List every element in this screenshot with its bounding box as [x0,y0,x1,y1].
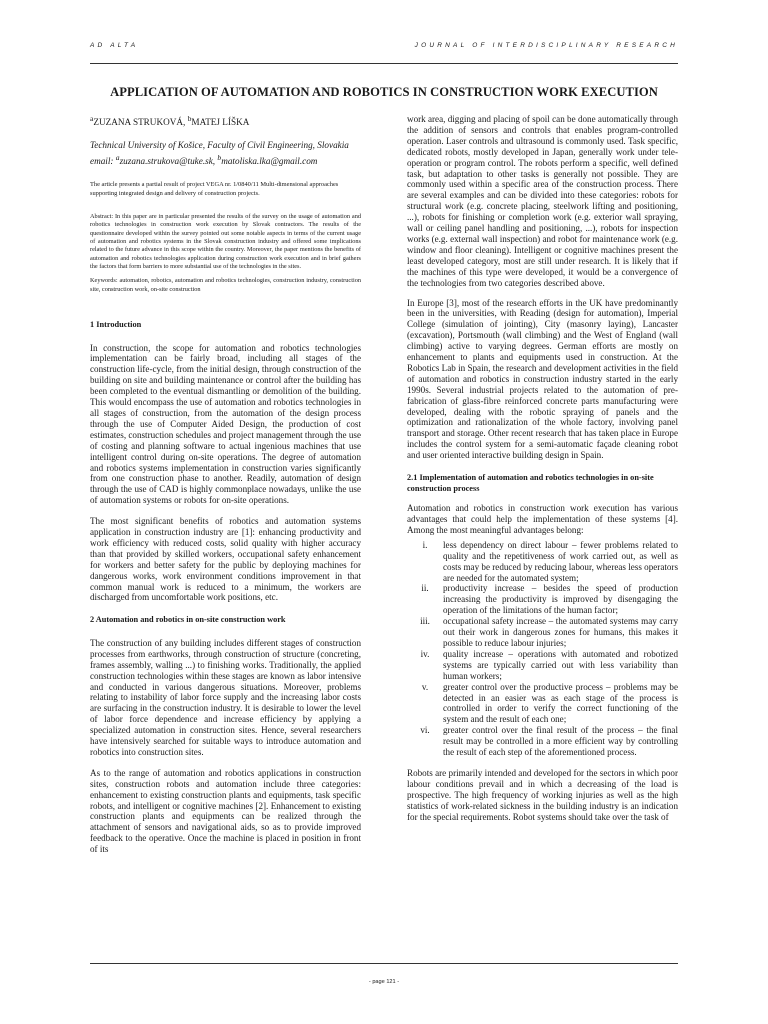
list-text: greater control over the final result of the process – the final result may be controlled in a more efficient way by controlling the result of each step of the aforementioned process. [443,725,678,758]
journal-full-name: JOURNAL OF INTERDISCIPLINARY RESEARCH [414,42,678,49]
list-number: iv. [420,648,430,659]
header-rule [90,63,678,64]
section-heading-automation: 2 Automation and robotics in on-site construction work [90,615,286,625]
page-number: - page 121 - [368,979,400,985]
list-number: ii. [421,583,429,594]
list-item [407,583,678,616]
email-b: matoliska.lka@gmail.com [221,155,318,166]
running-header [90,42,678,56]
list-item [407,540,678,584]
list-text: occupational safety increase – the automated systems may carry out their work in dangerous zones for humans, this makes it possible to reduce labour injuries; [443,616,678,648]
email-a-marker: a [115,152,120,162]
section-heading-introduction: 1 Introduction [90,320,142,330]
list-text: quality increase – operations with automated and robotized systems are typically carried out with less variability than human workers; [443,648,678,681]
paragraph: In construction, the scope for automation and robotics technologies implementation can be fairly broad, including all stages of the construction life-cycle, from the initial design, through construction of the building on site and building maintenance or control after the building has been completed to the eventual dismantling or demolition of the building. This would encompass the use of automation and robotics technologies in all stages of construction, from the automation of the design process through the use of Computer Aided Design, the production of cost estimates, construction schedules and project management through the use of costing and planning software to actual ingenious machines that use intelligent control during on-site operations. The degree of automation and robotics systems implementation in construction varies significantly from one construction phase to another. Readily, automation of design through the use of CAD is highly commonplace nowadays, unlike the use of automation systems or robots for on-site operations. [90,342,361,506]
author-b-marker: b [187,114,192,123]
author-a: ZUZANA STRUKOVÁ, [93,117,188,128]
section-heading-implementation: 2.1 Implementation of automation and robotics technologies in on-site construction process [407,473,654,493]
paragraph: work area, digging and placing of spoil can be done automatically through the addition of sensors and controls that enables program-controlled operation. Laser controls and ultrasound is commonly used. Task specific, dedicated robots, mostly developed in Japan, generally work under tele-operation or program control. The robots perform a specific, well defined task, but adaptation to other tasks is generally not possible. They are commonly used within a specific area of the construction process. There are several examples and can be divided into these categories: robots for structural work (e.g. concrete placing, steelwork lifting and positioning, ...), robots for finishing or completion work (e.g. exterior wall spraying, wall or ceiling panel handling and positioning, ...), robots for inspection works (e.g. external wall inspection) and robot for maintenance work (e.g. window and floor cleaning). Intelligent or cognitive machines present the least developed category, most are still under research. It is likely that if the machines of this type were developed, it would be a convergence of the technologies from two categories described above. [407,114,678,288]
paper-title: APPLICATION OF AUTOMATION AND ROBOTICS IN CONSTRUCTION WORK EXECUTION [110,85,658,99]
list-number: v. [421,681,429,692]
list-number: vi. [420,725,430,736]
left-column [90,110,361,855]
list-text: less dependency on direct labour – fewer problems related to quality and the repetitiveness of work carried out, as well as costs may be reduced by reducing labour, whereas less operators are needed for the automated system; [443,539,678,583]
journal-short-name: AD ALTA [90,42,139,49]
keywords: Keywords: automation, robotics, automation and robotics technologies, construction industry, construction site, construction work, on-site construction [90,277,361,293]
list-item [407,649,678,682]
author-a-marker: a [90,114,94,123]
list-number: i. [422,539,428,550]
email-b-marker: b [217,152,222,162]
list-item [407,725,678,758]
list-item [407,682,678,726]
email-a: zuzana.strukova@tuke.sk, [119,155,218,166]
list-number: iii. [420,616,430,627]
paragraph: The most significant benefits of robotics and automation systems application in construction industry are [1]: enhancing productivity and work efficiency with reduced costs, solid quality with higher accuracy than that provided by skilled workers, occupational safety enhancement for workers and better safety for the public by deploying machines for dangerous works, work environment conditions improvement in that common manual work is reduced to a minimum, the workers are discharged from uncomfortable work positions, etc. [90,516,361,603]
paragraph: As to the range of automation and robotics applications in construction sites, construction robots and automation include three categories: enhancement to existing construction plants and equipments, task specific robots, and intelligent or cognitive machines [2]. Enhancement to existing construction plants and equipments can be realized through the attachment of sensors and navigational aids, so as to provide improved feedback to the operative. Once the machine is placed in position in front of its [90,767,361,855]
grant-note: The article presents a partial result of project VEGA nr. 1/0840/11 Multi-dimensional approaches supporting integrated design and delivery of construction projects. [90,181,339,197]
paragraph: The construction of any building includes different stages of construction processes from earthworks, through construction of structure (concreting, frames assembly, walling ...) to finishing works. Traditionally, the applied construction technologies within these stages are known as labor intensive and conducted in various dangerous situations. Moreover, problems relating to instability of labor force supply and the increasing labor costs are surfacing in the construction industry. It is desirable to lower the level of labor force dependence and increase efficiency by applying a specialized automation in construction sites. Hence, several researchers have intensively searched for suitable ways to introduce automation and robotics into construction sites. [90,637,361,757]
list-item [407,616,678,649]
list-text: greater control over the productive process – problems may be detected in an easier was as each stage of the process is controlled in order to verify the correct functioning of the system and the result of each one; [443,681,678,725]
author-line [90,113,361,128]
footer-rule [90,963,678,964]
author-b: MATEJ LÍŠKA [191,117,250,128]
abstract: Abstract: In this paper are in particular presented the results of the survey on the usage of automation and robotics technologies in construction work execution by Slovak contractors. The results of the questionnaire developed within the survey pointed out some notable aspects in terms of the current usage of automation and robotics systems in the Slovak construction industry and offered some implications related to the future advance in this scope within the country. Moreover, the paper mentions the benefits of automation and robotics technologies application during construction work execution and in brief gathers the factors that form barriers to more substantial use of the technologies in the sites. [90,212,361,270]
right-column [407,110,678,822]
email-label: email: [90,155,116,166]
affiliation-emails [90,152,361,168]
affiliation-institution: Technical University of Košice, Faculty of Civil Engineering, Slovakia [90,140,349,151]
advantages-list [407,540,678,758]
paragraph: Automation and robotics in construction work execution has various advantages that could help the implementation of these systems [4]. Among the most meaningful advantages belong: [407,503,678,535]
affiliation [90,140,361,167]
paragraph: In Europe [3], most of the research efforts in the UK have predominantly been in the universities, with Reading (design for automation), Imperial College (simulation of jointing), City (masonry laying), Lancaster (excavation), Portsmouth (wall climbing) and the West of England (wall climbing) active to varying degrees. German efforts are mostly on enhancement to plants and equipments used in construction. At the Robotics Lab in Spain, the research and development activities in the field of automation and robotics in construction industry started in the early 1990s. Several industrial projects related to the automation of pre-fabrication of glass-fibre reinforced concrete parts manufacturing were developed, dealing with the robotic spraying of panels and the optimization and rationalization of the whole factory, involving panel transport and storage. Other recent research that has taken place in Europe includes the control system for a semi-automatic façade cleaning robot and user oriented interactive building design in Spain. [407,297,678,461]
paragraph: Robots are primarily intended and developed for the sectors in which poor labour conditions prevail and in which a decreasing of the load is prospective. The high frequency of working injuries as well as the high statistics of work-related sickness in the building industry is an indication for the special requirements. Robot systems should take over the task of [407,767,678,822]
list-text: productivity increase – besides the speed of production increasing the productivity is improved by disengaging the operation of the limitations of the human factor; [443,583,678,616]
